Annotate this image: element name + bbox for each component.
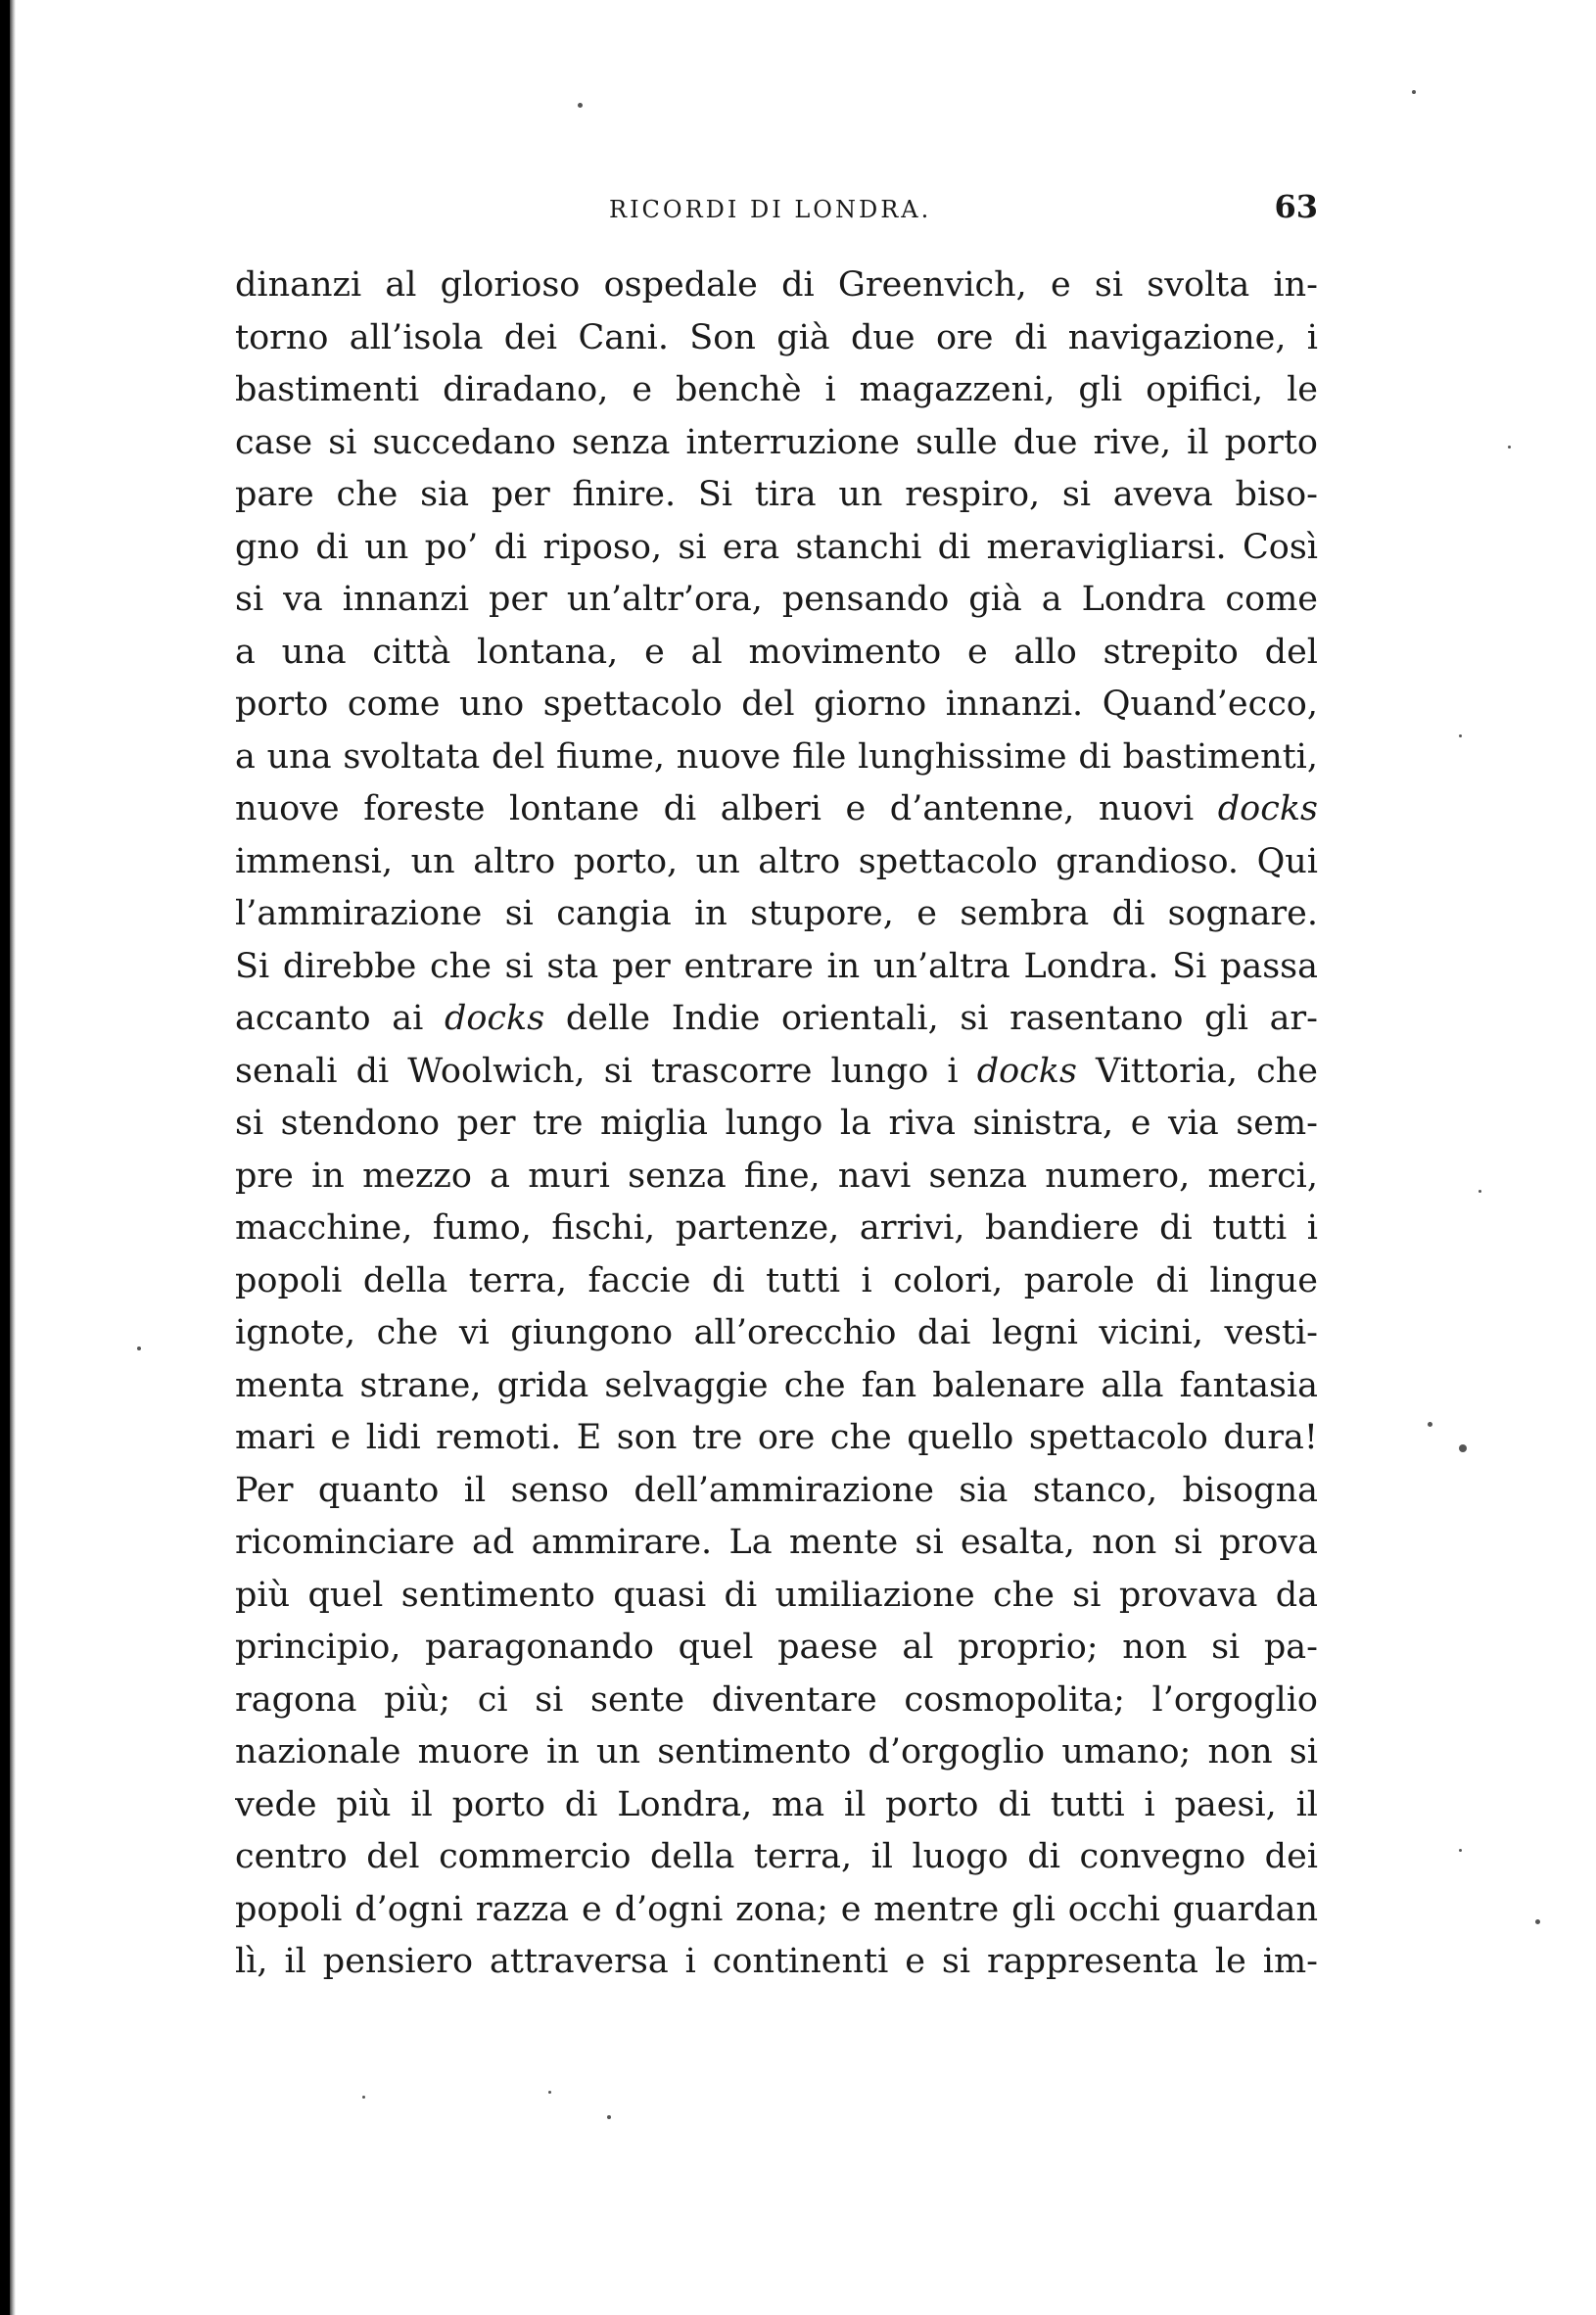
italic-term: docks <box>976 1051 1077 1091</box>
text-line <box>235 783 1318 836</box>
text-line: centro del commercio della terra, il luogo di convegno dei <box>235 1837 1318 1876</box>
scan-speck <box>548 2091 551 2094</box>
scan-speck <box>1459 734 1462 737</box>
text-segment: delle Indie orientali, si rasentano gli ar- <box>544 999 1318 1038</box>
text-segment: nuove foreste lontane di alberi e d’antenne, nuovi <box>235 789 1218 828</box>
text-line: dinanzi al glorioso ospedale di Greenvich, e si svolta in- <box>235 265 1318 305</box>
text-line: mari e lidi remoti. E son tre ore che quello spettacolo dura! <box>235 1418 1318 1457</box>
text-line: immensi, un altro porto, un altro spettacolo grandioso. Qui <box>235 841 1318 881</box>
text-line: ignote, che vi giungono all’orecchio dai legni vicini, vesti- <box>235 1313 1318 1352</box>
text-line: l’ammirazione si cangia in stupore, e sembra di sognare. <box>235 894 1318 933</box>
scan-speck <box>607 2115 611 2119</box>
scan-speck <box>1428 1422 1432 1427</box>
text-line: si va innanzi per un’altr’ora, pensando già a Londra come <box>235 580 1318 619</box>
text-line: pre in mezzo a muri senza fine, navi senza numero, merci, <box>235 1156 1318 1196</box>
text-line: lì, il pensiero attraversa i continenti e si rappresenta le im- <box>235 1942 1318 1981</box>
text-line: si stendono per tre miglia lungo la riva sinistra, e via sem- <box>235 1104 1318 1143</box>
text-segment: Vittoria, che <box>1076 1051 1318 1091</box>
scan-speck <box>1412 90 1416 94</box>
text-line: nazionale muore in un sentimento d’orgoglio umano; non si <box>235 1732 1318 1772</box>
text-line: ricominciare ad ammirare. La mente si esalta, non si prova <box>235 1523 1318 1562</box>
scan-speck <box>137 1346 141 1350</box>
scan-speck <box>1459 1444 1467 1452</box>
scan-binding-shadow <box>10 0 16 2315</box>
scan-binding-edge <box>0 0 10 2315</box>
body-text <box>235 260 1318 1989</box>
italic-term: docks <box>444 999 545 1038</box>
scan-speck <box>1508 446 1511 449</box>
text-line: più quel sentimento quasi di umiliazione che si provava da <box>235 1575 1318 1615</box>
text-segment: senali di Woolwich, si trascorre lungo i <box>235 1051 977 1091</box>
text-line: macchine, fumo, fischi, partenze, arrivi, bandiere di tutti i <box>235 1208 1318 1248</box>
scan-speck <box>578 103 583 108</box>
running-head <box>235 188 1318 227</box>
page-number: 63 <box>1274 188 1318 225</box>
text-line: menta strane, grida selvaggie che fan balenare alla fantasia <box>235 1365 1318 1405</box>
text-line: a una svoltata del fiume, nuove file lunghissime di bastimenti, <box>235 736 1318 777</box>
text-line: principio, paragonando quel paese al proprio; non si pa- <box>235 1628 1318 1667</box>
text-segment: accanto ai <box>235 999 445 1038</box>
text-line: Si direbbe che si sta per entrare in un’altra Londra. Si passa <box>235 946 1318 986</box>
italic-term: docks <box>1217 789 1318 828</box>
text-line: popoli d’ogni razza e d’ogni zona; e mentre gli occhi guardan <box>235 1889 1318 1929</box>
text-line: Per quanto il senso dell’ammirazione sia stanco, bisogna <box>235 1470 1318 1510</box>
text-line: ragona più; ci si sente diventare cosmopolita; l’orgoglio <box>235 1679 1318 1720</box>
text-line: vede più il porto di Londra, ma il porto di tutti i paesi, il <box>235 1784 1318 1824</box>
text-line <box>235 993 1318 1046</box>
scan-speck <box>1479 1190 1481 1193</box>
text-line: porto come uno spettacolo del giorno innanzi. Quand’ecco, <box>235 685 1318 724</box>
text-line: popoli della terra, faccie di tutti i colori, parole di lingue <box>235 1260 1318 1300</box>
text-line: a una città lontana, e al movimento e allo strepito del <box>235 632 1318 672</box>
text-line: gno di un po’ di riposo, si era stanchi di meravigliarsi. Così <box>235 527 1318 567</box>
text-line: pare che sia per finire. Si tira un respiro, si aveva biso- <box>235 475 1318 514</box>
scan-speck <box>1459 1849 1462 1852</box>
text-line: case si succedano senza interruzione sulle due rive, il porto <box>235 422 1318 462</box>
scan-speck <box>362 2096 365 2099</box>
text-line: torno all’isola dei Cani. Son già due ore di navigazione, i <box>235 317 1318 357</box>
scan-speck <box>1535 1919 1540 1924</box>
running-title: RICORDI DI LONDRA. <box>609 196 932 223</box>
text-line: bastimenti diradano, e benchè i magazzeni, gli opifici, le <box>235 370 1318 409</box>
text-line <box>235 1046 1318 1099</box>
